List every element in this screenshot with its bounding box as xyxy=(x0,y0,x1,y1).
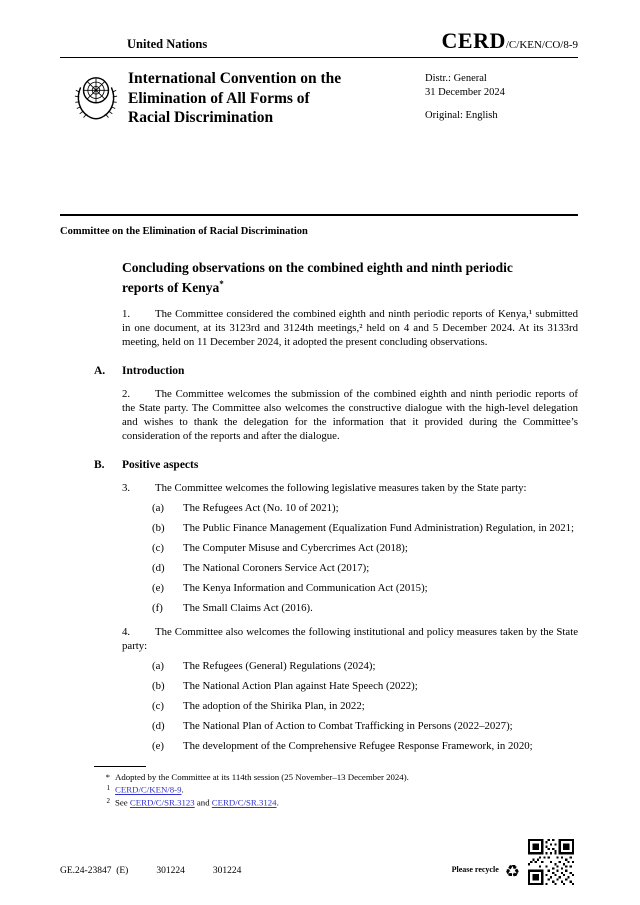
header-divider xyxy=(60,214,578,216)
document-symbol-number: /C/KEN/CO/8-9 xyxy=(505,39,578,51)
list-item-text: The development of the Comprehensive Refugee Response Framework, in 2020; xyxy=(183,739,533,752)
distr-date: 31 December 2024 xyxy=(425,87,505,98)
un-emblem-icon xyxy=(72,71,120,123)
qr-code xyxy=(528,839,574,885)
section-letter: B. xyxy=(94,458,105,471)
list-item-label: (b) xyxy=(152,679,165,692)
recycle-icon: ♻ xyxy=(504,862,520,881)
paragraph-text: The Committee considered the combined eighth and ninth periodic reports of Kenya,¹ submitted in one document, at its 3123rd and 3124th meetings,² held on 4 and 5 December 2024. At its 3133rd meeting, held on 11 December 2024, it adopted the present concluding observations. xyxy=(122,307,578,348)
paragraph-text: The Committee welcomes the submission of the combined eighth and ninth periodic reports of the State party. The Committee also welcomes the constructive dialogue with the high-level delegation and wishes to thank the delegation for the information that it provided during the Committee’s consideration of the reports and after the dialogue. xyxy=(122,387,578,442)
footnote-marker: 2 xyxy=(106,797,110,806)
paragraph-number: 4. xyxy=(122,625,131,638)
document-header xyxy=(60,28,578,58)
paragraph-4 xyxy=(122,625,578,653)
footer-code-2: 301224 xyxy=(212,866,242,876)
footnote-1-link[interactable]: CERD/C/KEN/8-9 xyxy=(115,784,182,795)
committee-heading: Committee on the Elimination of Racial Discrimination xyxy=(60,225,308,237)
paragraph-number: 1. xyxy=(122,307,131,320)
list-item-text: The National Coroners Service Act (2017); xyxy=(183,561,370,574)
footnote-text: Adopted by the Committee at its 114th session (25 November–13 December 2024). xyxy=(115,771,409,782)
document-id-line xyxy=(60,866,241,876)
footnote-1 xyxy=(94,783,578,796)
list-item-label: (d) xyxy=(152,561,165,574)
list-item-label: (d) xyxy=(152,719,165,732)
list-item-text: The National Plan of Action to Combat Trafficking in Persons (2022–2027); xyxy=(183,719,513,732)
list-item xyxy=(122,699,578,713)
list-item xyxy=(122,521,578,535)
original-language: Original: English xyxy=(425,110,498,121)
list-item-label: (e) xyxy=(152,581,164,594)
list-item-label: (a) xyxy=(152,659,164,672)
convention-title: International Convention on the Elimination of All Forms of Racial Discrimination xyxy=(128,70,342,126)
distr-line: Distr.: General xyxy=(425,73,487,84)
footnote-text: . xyxy=(276,797,279,808)
footnote-2 xyxy=(94,796,578,809)
paragraph-3 xyxy=(122,481,578,495)
paragraph-number: 2. xyxy=(122,387,131,400)
list-item xyxy=(122,601,578,615)
list-item-text: The Refugees (General) Regulations (2024); xyxy=(183,659,376,672)
footnote-star xyxy=(94,772,578,784)
list-item-text: The Refugees Act (No. 10 of 2021); xyxy=(183,501,339,514)
list-item-label: (c) xyxy=(152,699,164,712)
please-recycle-label: Please recycle xyxy=(451,865,499,874)
section-heading-a xyxy=(94,365,578,377)
list-item-text: The Kenya Information and Communication Act (2015); xyxy=(183,581,428,594)
list-item-text: The Small Claims Act (2016). xyxy=(183,601,313,614)
footnote-2-link-1[interactable]: CERD/C/SR.3123 xyxy=(129,797,195,808)
footnote-text: and xyxy=(194,797,212,808)
list-item-label: (c) xyxy=(152,541,164,554)
paragraph-2 xyxy=(122,387,578,443)
section-letter: A. xyxy=(94,364,106,377)
ge-number: GE.24-23847 (E) xyxy=(60,866,129,876)
section-title: Introduction xyxy=(122,364,185,377)
header-meta xyxy=(425,69,578,128)
paragraph-text: The Committee also welcomes the following institutional and policy measures taken by the State party: xyxy=(122,625,578,652)
paragraph-text: The Committee welcomes the following legislative measures taken by the State party: xyxy=(155,481,527,494)
list-item xyxy=(122,739,578,753)
footer-code-1: 301224 xyxy=(156,866,185,876)
title-footnote-marker: * xyxy=(219,279,224,289)
org-name: United Nations xyxy=(127,37,208,51)
list-item xyxy=(122,679,578,693)
list-item-text: The Public Finance Management (Equalization Fund Administration) Regulation, in 2021; xyxy=(183,521,575,534)
footnote-2-link-2[interactable]: CERD/C/SR.3124 xyxy=(211,797,277,808)
footnote-text: . xyxy=(181,784,184,795)
footnote-text: See xyxy=(115,797,130,808)
header-main xyxy=(72,69,578,128)
list-item-text: The adoption of the Shirika Plan, in 2022; xyxy=(183,699,365,712)
list-item-label: (b) xyxy=(152,521,165,534)
list-item xyxy=(122,541,578,555)
list-item xyxy=(122,581,578,595)
list-item xyxy=(122,719,578,733)
list-item xyxy=(122,659,578,673)
footnote-divider xyxy=(94,766,146,767)
document-title xyxy=(122,259,554,297)
footnotes-section xyxy=(94,766,578,810)
list-item-text: The National Action Plan against Hate Speech (2022); xyxy=(183,679,418,692)
list-item-label: (a) xyxy=(152,501,164,514)
document-symbol-series: CERD xyxy=(441,28,506,53)
document-symbol xyxy=(442,28,578,54)
list-item xyxy=(122,561,578,575)
footnote-marker: * xyxy=(105,771,110,782)
list-item-label: (f) xyxy=(152,601,163,614)
paragraph-1 xyxy=(122,307,578,349)
page-footer xyxy=(60,839,574,885)
footnote-marker: 1 xyxy=(106,784,110,793)
paragraph-number: 3. xyxy=(122,481,131,494)
recycle-group xyxy=(452,839,574,885)
list-item-text: The Computer Misuse and Cybercrimes Act (2018); xyxy=(183,541,408,554)
document-title-text: Concluding observations on the combined eighth and ninth periodic reports of Kenya xyxy=(122,259,513,295)
section-heading-b xyxy=(94,459,578,471)
section-title: Positive aspects xyxy=(122,458,199,471)
list-item-label: (e) xyxy=(152,739,164,752)
list-item xyxy=(122,501,578,515)
